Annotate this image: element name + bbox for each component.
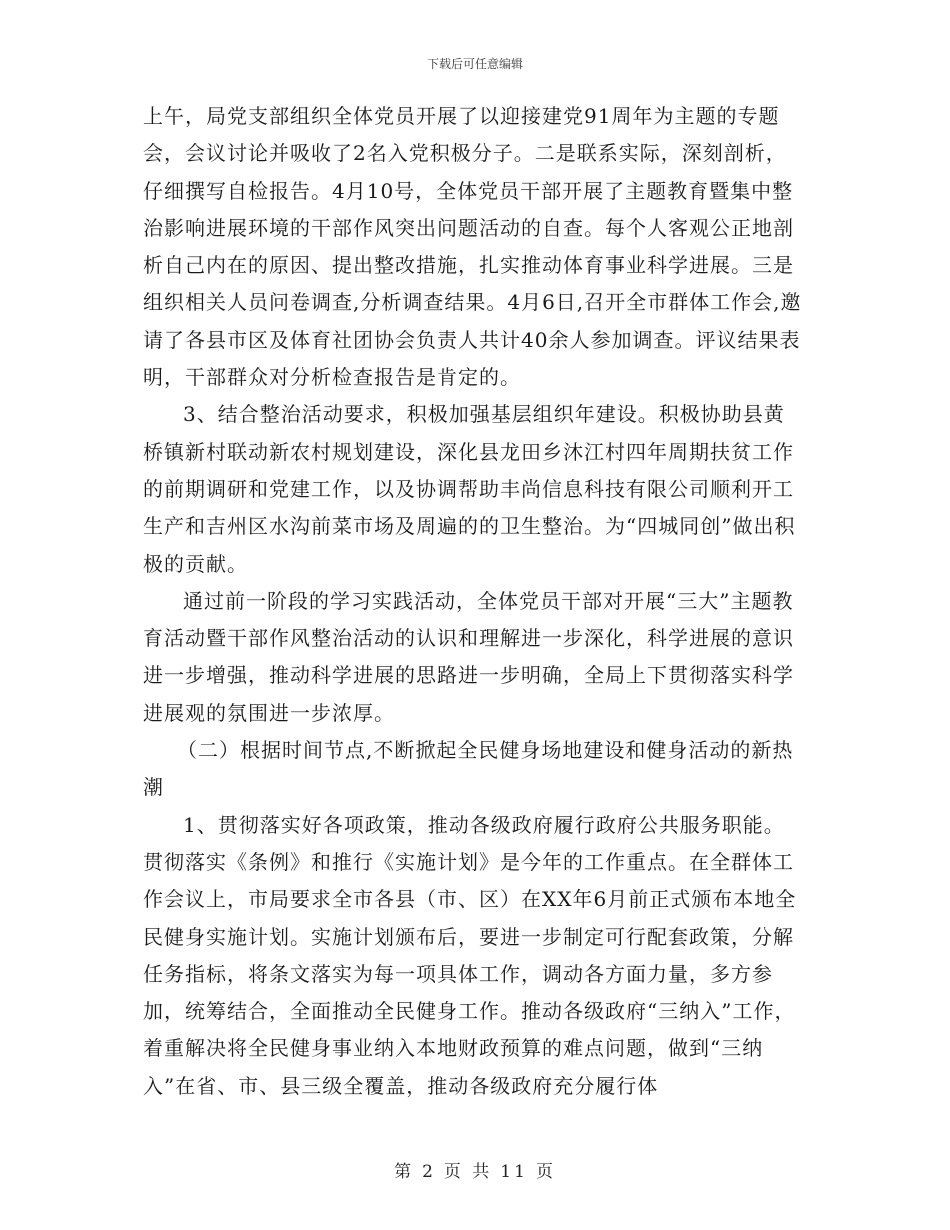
- document-body: [143, 98, 805, 1105]
- paragraph-item-1: 1、贯彻落实好各项政策，推动各级政府履行政府公共服务职能。贯彻落实《条例》和推行《实施计划》是今年的工作重点。在全群体工作会议上，市局要求全市各县（市、区）在XX年6月前正式颁布本地全民健身实施计划。实施计划颁布后，要进一步制定可行配套政策，分解任务指标，将条文落实为每一项具体工作，调动各方面力量，多方参加，统筹结合，全面推动全民健身工作。推动各级政府“三纳入”工作，着重解决将全民健身事业纳入本地财政预算的难点问题，做到“三纳入”在省、市、县三级全覆盖，推动各级政府充分履行体: [143, 812, 797, 1098]
- paragraph-summary: 通过前一阶段的学习实践活动，全体党员干部对开展“三大”主题教育活动暨干部作风整治活动的认识和理解进一步深化，科学进展的意识进一步增强，推动科学进展的思路进一步明确，全局上下贯彻落实科学进展观的氛围进一步浓厚。: [143, 588, 794, 725]
- footer-middle: 页 共: [443, 1162, 493, 1182]
- page-header-note: 下载后可任意编辑: [426, 57, 523, 71]
- footer-total-pages: 11: [500, 1162, 528, 1182]
- page-number-footer: [0, 1157, 950, 1182]
- footer-current-page: 2: [422, 1162, 436, 1182]
- footer-prefix: 第: [394, 1162, 415, 1182]
- paragraph-item-3: 3、结合整治活动要求，积极加强基层组织年建设。积极协助县黄桥镇新村联动新农村规划建设，深化县龙田乡沐江村四年周期扶贫工作的前期调研和党建工作，以及协调帮助丰尚信息科技有限公司顺利开工生产和吉州区水沟前菜市场及周遍的的卫生整治。为“四城同创”做出积极的贡献。: [143, 402, 796, 576]
- footer-suffix: 页: [535, 1162, 556, 1182]
- section-heading-2: （二）根据时间节点,不断掀起全民健身场地建设和健身活动的新热潮: [143, 738, 794, 800]
- paragraph-continuation: 上午，局党支部组织全体党员开展了以迎接建党91周年为主题的专题会，会议讨论并吸收了2名入党积极分子。二是联系实际，深刻剖析，仔细撰写自检报告。4月10号，全体党员干部开展了主题教育暨集中整治影响进展环境的干部作风突出问题活动的自查。每个人客观公正地剖析自己内在的原因、提出整改措施，扎实推动体育事业科学进展。三是组织相关人员问卷调查,分析调查结果。4月6日,召开全市群体工作会,邀请了各县市区及体育社团协会负责人共计40余人参加调查。评议结果表明，干部群众对分析检查报告是肯定的。: [143, 104, 802, 390]
